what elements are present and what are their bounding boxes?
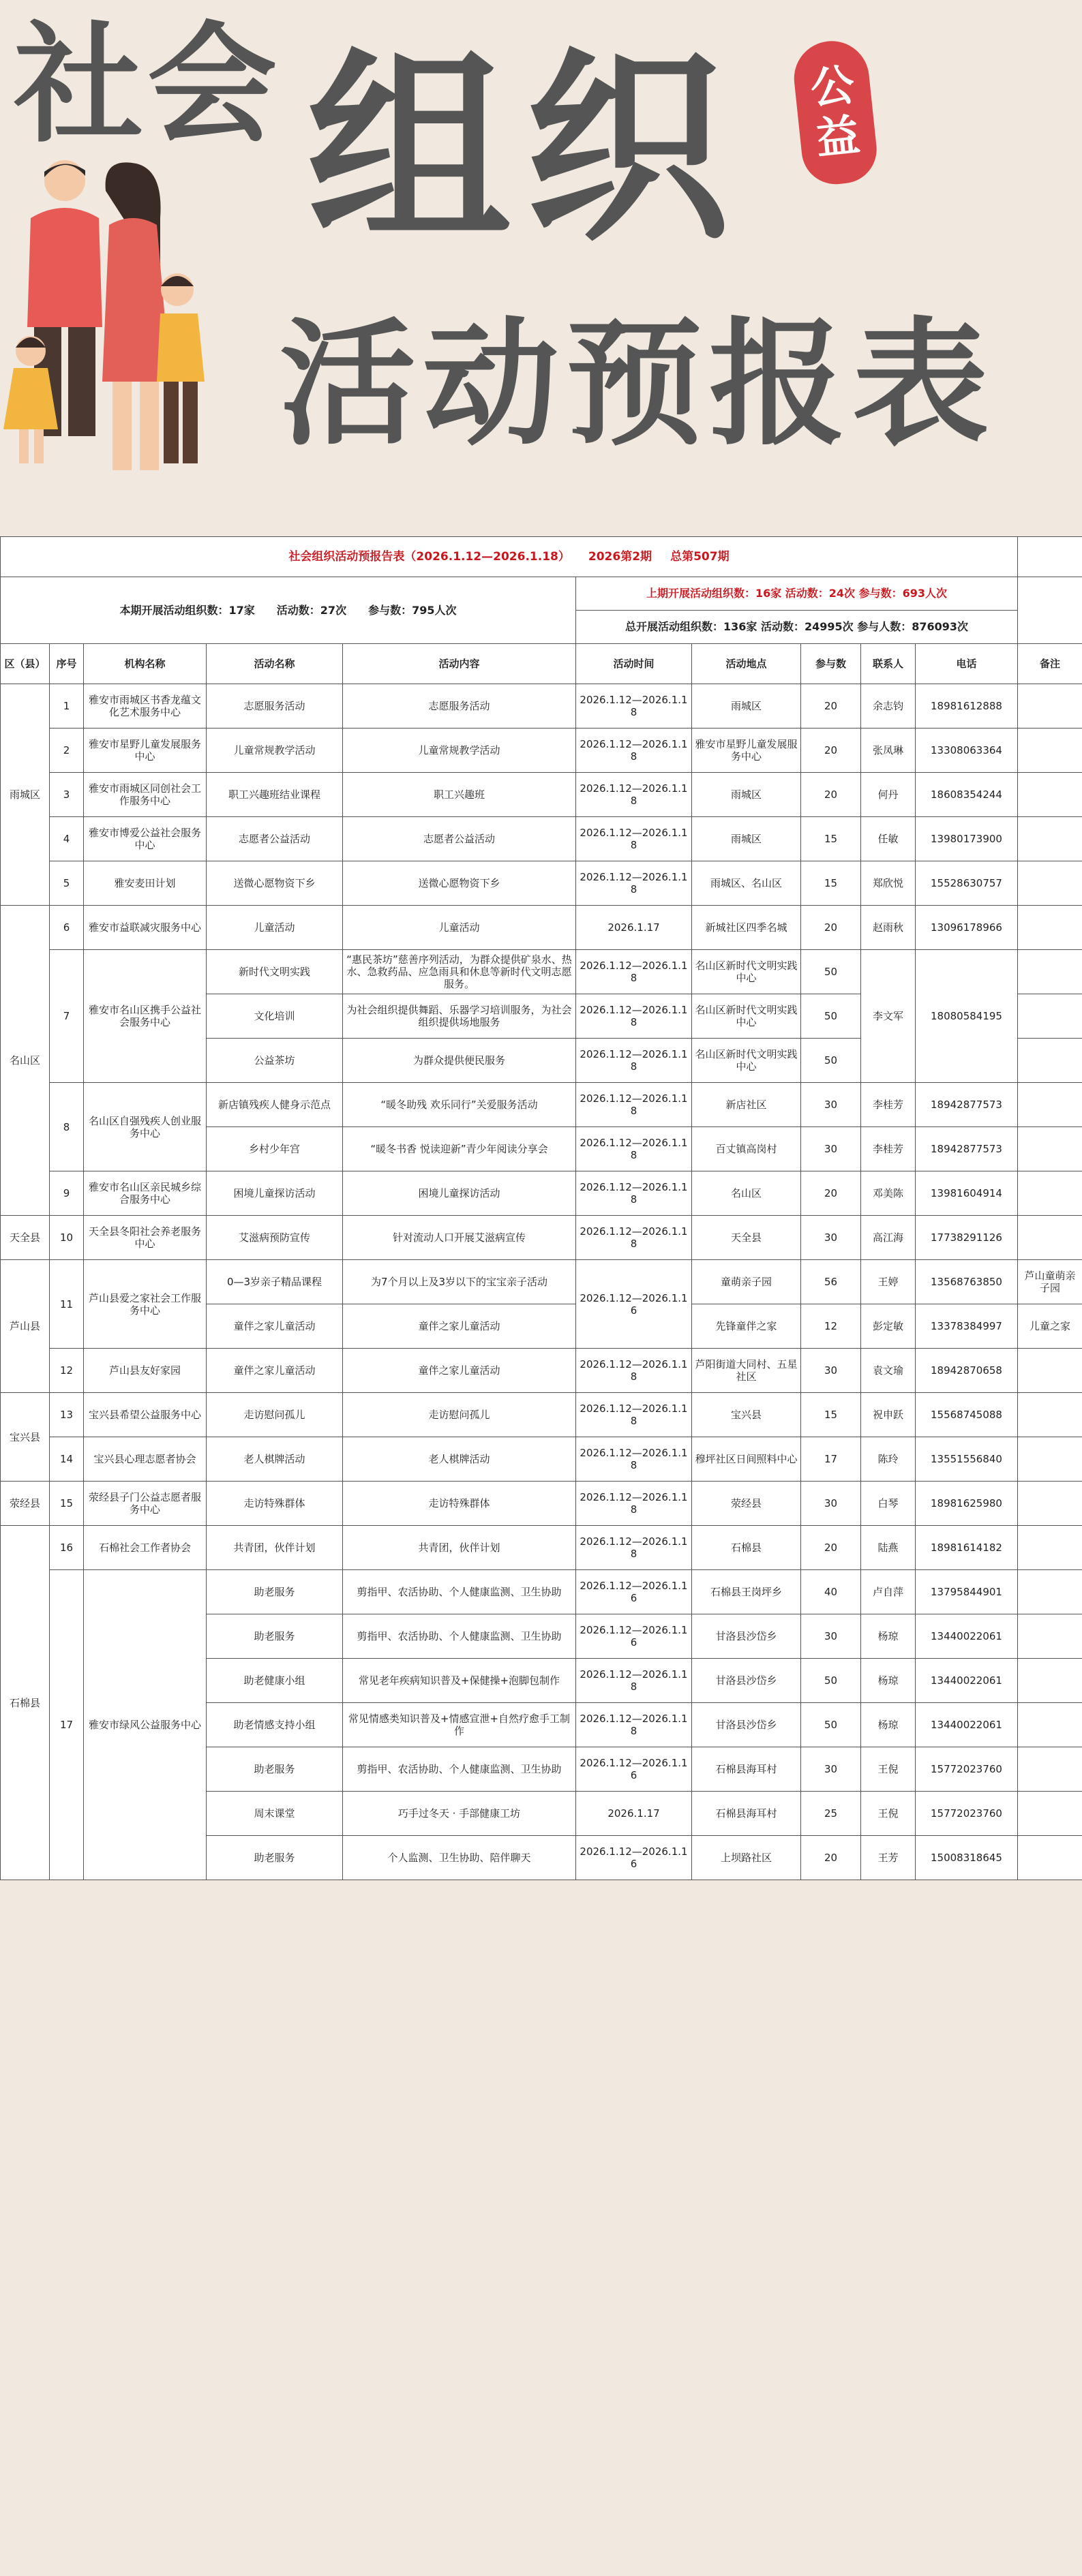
col-header-note: 备注 <box>1018 644 1082 684</box>
place-cell: 石棉县海耳村 <box>692 1747 801 1792</box>
contact-cell: 陈玲 <box>861 1437 916 1482</box>
activity-content-cell: 剪指甲、农活协助、个人健康监测、卫生协助 <box>343 1747 576 1792</box>
activity-content-cell: 志愿服务活动 <box>343 684 576 729</box>
place-cell: 荥经县 <box>692 1482 801 1526</box>
note-cell <box>1018 1482 1082 1526</box>
place-cell: 石棉县王岗坪乡 <box>692 1570 801 1614</box>
contact-cell: 高江海 <box>861 1216 916 1260</box>
time-cell: 2026.1.12—2026.1.18 <box>576 861 692 906</box>
activity-name-cell: 周末课堂 <box>207 1792 343 1836</box>
phone-cell: 18608354244 <box>916 773 1018 817</box>
no-cell: 12 <box>50 1349 84 1393</box>
count-cell: 20 <box>801 1836 861 1880</box>
activity-content-cell: 常见老年疾病知识普及+保健操+泡脚包制作 <box>343 1659 576 1703</box>
table-row <box>1 906 1082 950</box>
count-cell: 12 <box>801 1304 861 1349</box>
count-cell: 30 <box>801 1349 861 1393</box>
activity-name-cell: 儿童活动 <box>207 906 343 950</box>
table-row <box>1 1570 1082 1614</box>
col-header-name: 活动名称 <box>207 644 343 684</box>
table-row <box>1 773 1082 817</box>
place-cell: 雨城区 <box>692 817 801 861</box>
contact-cell: 陆燕 <box>861 1526 916 1570</box>
org-cell: 石棉社会工作者协会 <box>84 1526 207 1570</box>
activity-name-cell: 艾滋病预防宣传 <box>207 1216 343 1260</box>
time-cell: 2026.1.17 <box>576 906 692 950</box>
table-row <box>1 1260 1082 1304</box>
note-cell <box>1018 1570 1082 1614</box>
seal-top-char: 公 <box>808 60 857 115</box>
time-cell: 2026.1.12—2026.1.18 <box>576 1349 692 1393</box>
activity-content-cell: 个人监测、卫生协助、陪伴聊天 <box>343 1836 576 1880</box>
note-cell <box>1018 861 1082 906</box>
note-cell <box>1018 1792 1082 1836</box>
time-cell: 2026.1.12—2026.1.18 <box>576 950 692 994</box>
activity-name-cell: 新店镇残疾人健身示范点 <box>207 1083 343 1127</box>
contact-cell: 张凤琳 <box>861 729 916 773</box>
note-cell <box>1018 1836 1082 1880</box>
phone-cell: 13980173900 <box>916 817 1018 861</box>
org-cell: 雅安市雨城区书香龙蕴文化艺术服务中心 <box>84 684 207 729</box>
activity-content-cell: 走访特殊群体 <box>343 1482 576 1526</box>
no-cell: 15 <box>50 1482 84 1526</box>
phone-cell: 13096178966 <box>916 906 1018 950</box>
note-cell <box>1018 773 1082 817</box>
place-cell: 芦阳街道大同村、五星社区 <box>692 1349 801 1393</box>
contact-cell: 彭定敏 <box>861 1304 916 1349</box>
activity-name-cell: 老人棋牌活动 <box>207 1437 343 1482</box>
contact-cell: 王倪 <box>861 1792 916 1836</box>
table-row <box>1 950 1082 994</box>
district-cell: 石棉县 <box>1 1526 50 1880</box>
count-cell: 50 <box>801 994 861 1039</box>
activity-name-cell: 新时代文明实践 <box>207 950 343 994</box>
place-cell: 穆坪社区日间照料中心 <box>692 1437 801 1482</box>
org-cell: 雅安市名山区亲民城乡综合服务中心 <box>84 1171 207 1216</box>
time-cell: 2026.1.12—2026.1.18 <box>576 1216 692 1260</box>
org-cell: 芦山县爱之家社会工作服务中心 <box>84 1260 207 1349</box>
no-cell: 1 <box>50 684 84 729</box>
table-row <box>1 1349 1082 1393</box>
org-cell: 芦山县友好家园 <box>84 1349 207 1393</box>
note-cell <box>1018 1614 1082 1659</box>
no-cell: 14 <box>50 1437 84 1482</box>
activity-name-cell: 公益茶坊 <box>207 1039 343 1083</box>
time-cell: 2026.1.12—2026.1.18 <box>576 1039 692 1083</box>
contact-cell: 王倪 <box>861 1747 916 1792</box>
org-cell: 雅安市绿风公益服务中心 <box>84 1570 207 1880</box>
last-period-summary: 上期开展活动组织数：16家 活动数：24次 参与数：693人次 <box>576 577 1018 611</box>
time-cell: 2026.1.12—2026.1.18 <box>576 773 692 817</box>
contact-cell: 邓美陈 <box>861 1171 916 1216</box>
org-cell: 宝兴县心理志愿者协会 <box>84 1437 207 1482</box>
no-cell: 11 <box>50 1260 84 1349</box>
activity-name-cell: 走访慰问孤儿 <box>207 1393 343 1437</box>
contact-cell: 赵雨秋 <box>861 906 916 950</box>
place-cell: 宝兴县 <box>692 1393 801 1437</box>
phone-cell: 13981604914 <box>916 1171 1018 1216</box>
contact-cell: 袁文瑜 <box>861 1349 916 1393</box>
count-cell: 40 <box>801 1570 861 1614</box>
org-cell: 荥经县子门公益志愿者服务中心 <box>84 1482 207 1526</box>
col-header-org: 机构名称 <box>84 644 207 684</box>
org-cell: 天全县冬阳社会养老服务中心 <box>84 1216 207 1260</box>
activity-name-cell: 乡村少年宫 <box>207 1127 343 1171</box>
contact-cell: 李桂芳 <box>861 1127 916 1171</box>
col-header-contact: 联系人 <box>861 644 916 684</box>
time-cell: 2026.1.12—2026.1.18 <box>576 1393 692 1437</box>
col-header-phone: 电话 <box>916 644 1018 684</box>
phone-cell: 18942870658 <box>916 1349 1018 1393</box>
count-cell: 30 <box>801 1127 861 1171</box>
activity-content-cell: 针对流动人口开展艾滋病宣传 <box>343 1216 576 1260</box>
activity-content-cell: 童伴之家儿童活动 <box>343 1304 576 1349</box>
no-cell: 3 <box>50 773 84 817</box>
count-cell: 20 <box>801 773 861 817</box>
activity-name-cell: 助老健康小组 <box>207 1659 343 1703</box>
col-header-place: 活动地点 <box>692 644 801 684</box>
place-cell: 雨城区 <box>692 773 801 817</box>
count-cell: 20 <box>801 906 861 950</box>
note-cell: 芦山童萌亲子园 <box>1018 1260 1082 1304</box>
phone-cell: 18981614182 <box>916 1526 1018 1570</box>
report-title: 社会组织活动预报告表（2026.1.12—2026.1.18） <box>288 550 570 564</box>
activity-name-cell: 0—3岁亲子精品课程 <box>207 1260 343 1304</box>
activity-name-cell: 助老服务 <box>207 1570 343 1614</box>
time-cell: 2026.1.12—2026.1.18 <box>576 729 692 773</box>
org-cell: 宝兴县希望公益服务中心 <box>84 1393 207 1437</box>
note-cell <box>1018 1216 1082 1260</box>
activity-content-cell: “惠民茶坊”慈善序列活动，为群众提供矿泉水、热水、急救药品、应急雨具和休息等新时代文明志愿服务。 <box>343 950 576 994</box>
place-cell: 雨城区 <box>692 684 801 729</box>
time-cell: 2026.1.12—2026.1.18 <box>576 1171 692 1216</box>
count-cell: 50 <box>801 1039 861 1083</box>
col-header-count: 参与数 <box>801 644 861 684</box>
count-cell: 17 <box>801 1437 861 1482</box>
col-header-time: 活动时间 <box>576 644 692 684</box>
table-row <box>1 817 1082 861</box>
no-cell: 17 <box>50 1570 84 1880</box>
count-cell: 30 <box>801 1747 861 1792</box>
col-header-content: 活动内容 <box>343 644 576 684</box>
place-cell: 上坝路社区 <box>692 1836 801 1880</box>
no-cell: 10 <box>50 1216 84 1260</box>
col-header-district: 区（县） <box>1 644 50 684</box>
family-illustration <box>0 157 232 477</box>
report-issue: 2026第2期 <box>588 550 652 564</box>
activity-content-cell: 为群众提供便民服务 <box>343 1039 576 1083</box>
contact-cell: 任敏 <box>861 817 916 861</box>
activity-content-cell: 走访慰问孤儿 <box>343 1393 576 1437</box>
place-cell: 甘洛县沙岱乡 <box>692 1659 801 1703</box>
place-cell: 雨城区、名山区 <box>692 861 801 906</box>
note-cell <box>1018 1127 1082 1171</box>
count-cell: 30 <box>801 1216 861 1260</box>
count-cell: 15 <box>801 861 861 906</box>
activity-content-cell: 老人棋牌活动 <box>343 1437 576 1482</box>
activity-name-cell: 文化培训 <box>207 994 343 1039</box>
activity-content-cell: 剪指甲、农活协助、个人健康监测、卫生协助 <box>343 1614 576 1659</box>
district-cell: 宝兴县 <box>1 1393 50 1482</box>
activity-content-cell: 为7个月以上及3岁以下的宝宝亲子活动 <box>343 1260 576 1304</box>
report-title-cell <box>1 537 1018 577</box>
note-cell <box>1018 684 1082 729</box>
time-cell: 2026.1.12—2026.1.16 <box>576 1836 692 1880</box>
activity-name-cell: 童伴之家儿童活动 <box>207 1304 343 1349</box>
activity-content-cell: 儿童常规教学活动 <box>343 729 576 773</box>
count-cell: 15 <box>801 817 861 861</box>
phone-cell: 13440022061 <box>916 1703 1018 1747</box>
table-row <box>1 1437 1082 1482</box>
count-cell: 20 <box>801 684 861 729</box>
time-cell: 2026.1.12—2026.1.18 <box>576 817 692 861</box>
report-total-issue: 总第507期 <box>670 550 730 564</box>
table-row <box>1 684 1082 729</box>
phone-cell: 18942877573 <box>916 1083 1018 1127</box>
phone-cell: 15008318645 <box>916 1836 1018 1880</box>
count-cell: 50 <box>801 1659 861 1703</box>
activity-content-cell: 职工兴趣班 <box>343 773 576 817</box>
activity-content-cell: 童伴之家儿童活动 <box>343 1349 576 1393</box>
district-cell: 名山区 <box>1 906 50 1216</box>
no-cell: 8 <box>50 1083 84 1171</box>
place-cell: 名山区新时代文明实践中心 <box>692 1039 801 1083</box>
contact-cell: 何丹 <box>861 773 916 817</box>
count-cell: 20 <box>801 729 861 773</box>
count-cell: 20 <box>801 1171 861 1216</box>
place-cell: 百丈镇高岗村 <box>692 1127 801 1171</box>
table-row <box>1 861 1082 906</box>
org-cell: 雅安市星野儿童发展服务中心 <box>84 729 207 773</box>
phone-cell: 13440022061 <box>916 1659 1018 1703</box>
phone-cell: 18981612888 <box>916 684 1018 729</box>
phone-cell: 13795844901 <box>916 1570 1018 1614</box>
note-cell <box>1018 817 1082 861</box>
phone-cell: 15772023760 <box>916 1792 1018 1836</box>
note-cell <box>1018 906 1082 950</box>
activity-content-cell: 巧手过冬天 · 手部健康工坊 <box>343 1792 576 1836</box>
place-cell: 石棉县海耳村 <box>692 1792 801 1836</box>
table-row <box>1 1171 1082 1216</box>
no-cell: 13 <box>50 1393 84 1437</box>
no-cell: 6 <box>50 906 84 950</box>
contact-cell: 杨琼 <box>861 1659 916 1703</box>
table-row <box>1 1216 1082 1260</box>
no-cell: 2 <box>50 729 84 773</box>
time-cell: 2026.1.12—2026.1.18 <box>576 1437 692 1482</box>
activity-name-cell: 助老服务 <box>207 1836 343 1880</box>
activity-name-cell: 助老服务 <box>207 1614 343 1659</box>
time-cell: 2026.1.12—2026.1.18 <box>576 1659 692 1703</box>
this-period-summary: 本期开展活动组织数：17家 活动数：27次 参与数：795人次 <box>1 577 576 644</box>
org-cell: 雅安市益联减灾服务中心 <box>84 906 207 950</box>
seal-bottom-char: 益 <box>813 110 862 165</box>
note-cell <box>1018 1349 1082 1393</box>
count-cell: 50 <box>801 950 861 994</box>
place-cell: 名山区新时代文明实践中心 <box>692 950 801 994</box>
activity-content-cell: 儿童活动 <box>343 906 576 950</box>
note-cell <box>1018 1171 1082 1216</box>
activity-content-cell: 困境儿童探访活动 <box>343 1171 576 1216</box>
org-cell: 雅安市博爱公益社会服务中心 <box>84 817 207 861</box>
activity-name-cell: 志愿服务活动 <box>207 684 343 729</box>
count-cell: 20 <box>801 1526 861 1570</box>
org-cell: 雅安市雨城区同创社会工作服务中心 <box>84 773 207 817</box>
note-cell <box>1018 1659 1082 1703</box>
contact-cell: 杨琼 <box>861 1614 916 1659</box>
time-cell: 2026.1.12—2026.1.18 <box>576 1703 692 1747</box>
contact-cell: 郑欣悦 <box>861 861 916 906</box>
place-cell: 甘洛县沙岱乡 <box>692 1703 801 1747</box>
phone-cell: 15528630757 <box>916 861 1018 906</box>
phone-cell: 18981625980 <box>916 1482 1018 1526</box>
title-line-2: 组织 <box>307 31 743 269</box>
contact-cell: 卢自萍 <box>861 1570 916 1614</box>
note-cell <box>1018 994 1082 1039</box>
contact-cell: 杨琼 <box>861 1703 916 1747</box>
count-cell: 15 <box>801 1393 861 1437</box>
district-cell: 荥经县 <box>1 1482 50 1526</box>
time-cell: 2026.1.12—2026.1.16 <box>576 1747 692 1792</box>
activity-name-cell: 助老服务 <box>207 1747 343 1792</box>
phone-cell: 13551556840 <box>916 1437 1018 1482</box>
place-cell: 新城社区四季名城 <box>692 906 801 950</box>
activity-content-cell: 为社会组织提供舞蹈、乐器学习培训服务，为社会组织提供场地服务 <box>343 994 576 1039</box>
time-cell: 2026.1.12—2026.1.18 <box>576 1482 692 1526</box>
activity-content-cell: “暖冬书香 悦读迎新”青少年阅读分享会 <box>343 1127 576 1171</box>
count-cell: 56 <box>801 1260 861 1304</box>
note-cell <box>1018 1393 1082 1437</box>
activity-report-table <box>0 536 1082 1880</box>
activity-name-cell: 助老情感支持小组 <box>207 1703 343 1747</box>
activity-name-cell: 送微心愿物资下乡 <box>207 861 343 906</box>
district-cell: 雨城区 <box>1 684 50 906</box>
place-cell: 石棉县 <box>692 1526 801 1570</box>
contact-cell: 李桂芳 <box>861 1083 916 1127</box>
activity-content-cell: 共青团，伙伴计划 <box>343 1526 576 1570</box>
org-cell: 雅安麦田计划 <box>84 861 207 906</box>
activity-content-cell: 剪指甲、农活协助、个人健康监测、卫生协助 <box>343 1570 576 1614</box>
activity-report-table-wrap <box>0 536 1082 1880</box>
title-line-1: 社会 <box>14 10 282 160</box>
activity-name-cell: 童伴之家儿童活动 <box>207 1349 343 1393</box>
activity-name-cell: 走访特殊群体 <box>207 1482 343 1526</box>
title-line-3: 活动预报表 <box>280 305 996 464</box>
phone-cell: 13568763850 <box>916 1260 1018 1304</box>
time-cell: 2026.1.12—2026.1.18 <box>576 1526 692 1570</box>
place-cell: 童萌亲子园 <box>692 1260 801 1304</box>
phone-cell: 18080584195 <box>916 950 1018 1083</box>
activity-name-cell: 志愿者公益活动 <box>207 817 343 861</box>
phone-cell: 13378384997 <box>916 1304 1018 1349</box>
total-summary: 总开展活动组织数：136家 活动数：24995次 参与人数：876093次 <box>576 611 1018 644</box>
place-cell: 天全县 <box>692 1216 801 1260</box>
phone-cell: 18942877573 <box>916 1127 1018 1171</box>
phone-cell: 13308063364 <box>916 729 1018 773</box>
time-cell: 2026.1.12—2026.1.18 <box>576 1127 692 1171</box>
table-row <box>1 729 1082 773</box>
time-cell: 2026.1.17 <box>576 1792 692 1836</box>
count-cell: 30 <box>801 1614 861 1659</box>
time-cell: 2026.1.12—2026.1.16 <box>576 1260 692 1349</box>
contact-cell: 王婷 <box>861 1260 916 1304</box>
table-row <box>1 1482 1082 1526</box>
note-cell <box>1018 1437 1082 1482</box>
time-cell: 2026.1.12—2026.1.16 <box>576 1570 692 1614</box>
contact-cell: 祝申跃 <box>861 1393 916 1437</box>
no-cell: 16 <box>50 1526 84 1570</box>
contact-cell: 余志钧 <box>861 684 916 729</box>
contact-cell: 王芳 <box>861 1836 916 1880</box>
no-cell: 7 <box>50 950 84 1083</box>
no-cell: 4 <box>50 817 84 861</box>
contact-cell: 李文军 <box>861 950 916 1083</box>
activity-content-cell: 志愿者公益活动 <box>343 817 576 861</box>
activity-content-cell: “暖冬助残 欢乐同行”关爱服务活动 <box>343 1083 576 1127</box>
phone-cell: 17738291126 <box>916 1216 1018 1260</box>
time-cell: 2026.1.12—2026.1.18 <box>576 994 692 1039</box>
phone-cell: 15568745088 <box>916 1393 1018 1437</box>
activity-name-cell: 共青团，伙伴计划 <box>207 1526 343 1570</box>
activity-content-cell: 常见情感类知识普及+情感宣泄+自然疗愈手工制作 <box>343 1703 576 1747</box>
activity-name-cell: 儿童常规教学活动 <box>207 729 343 773</box>
org-cell: 雅安市名山区携手公益社会服务中心 <box>84 950 207 1083</box>
activity-name-cell: 困境儿童探访活动 <box>207 1171 343 1216</box>
org-cell: 名山区自强残疾人创业服务中心 <box>84 1083 207 1171</box>
place-cell: 先锋童伴之家 <box>692 1304 801 1349</box>
place-cell: 名山区 <box>692 1171 801 1216</box>
time-cell: 2026.1.12—2026.1.16 <box>576 1614 692 1659</box>
phone-cell: 13440022061 <box>916 1614 1018 1659</box>
count-cell: 30 <box>801 1083 861 1127</box>
count-cell: 30 <box>801 1482 861 1526</box>
table-row <box>1 1083 1082 1127</box>
note-cell <box>1018 729 1082 773</box>
district-cell: 芦山县 <box>1 1260 50 1393</box>
charity-seal <box>790 37 880 187</box>
count-cell: 25 <box>801 1792 861 1836</box>
col-header-no: 序号 <box>50 644 84 684</box>
phone-cell: 15772023760 <box>916 1747 1018 1792</box>
count-cell: 50 <box>801 1703 861 1747</box>
place-cell: 雅安市星野儿童发展服务中心 <box>692 729 801 773</box>
note-cell: 儿童之家 <box>1018 1304 1082 1349</box>
contact-cell: 白琴 <box>861 1482 916 1526</box>
note-cell <box>1018 1039 1082 1083</box>
note-cell <box>1018 1526 1082 1570</box>
note-cell <box>1018 950 1082 994</box>
note-cell <box>1018 1747 1082 1792</box>
no-cell: 9 <box>50 1171 84 1216</box>
note-cell <box>1018 1703 1082 1747</box>
place-cell: 新店社区 <box>692 1083 801 1127</box>
no-cell: 5 <box>50 861 84 906</box>
place-cell: 名山区新时代文明实践中心 <box>692 994 801 1039</box>
district-cell: 天全县 <box>1 1216 50 1260</box>
time-cell: 2026.1.12—2026.1.18 <box>576 684 692 729</box>
table-row <box>1 1526 1082 1570</box>
note-cell <box>1018 1083 1082 1127</box>
place-cell: 甘洛县沙岱乡 <box>692 1614 801 1659</box>
time-cell: 2026.1.12—2026.1.18 <box>576 1083 692 1127</box>
activity-name-cell: 职工兴趣班结业课程 <box>207 773 343 817</box>
activity-content-cell: 送微心愿物资下乡 <box>343 861 576 906</box>
page-header <box>0 0 1082 518</box>
table-row <box>1 1393 1082 1437</box>
